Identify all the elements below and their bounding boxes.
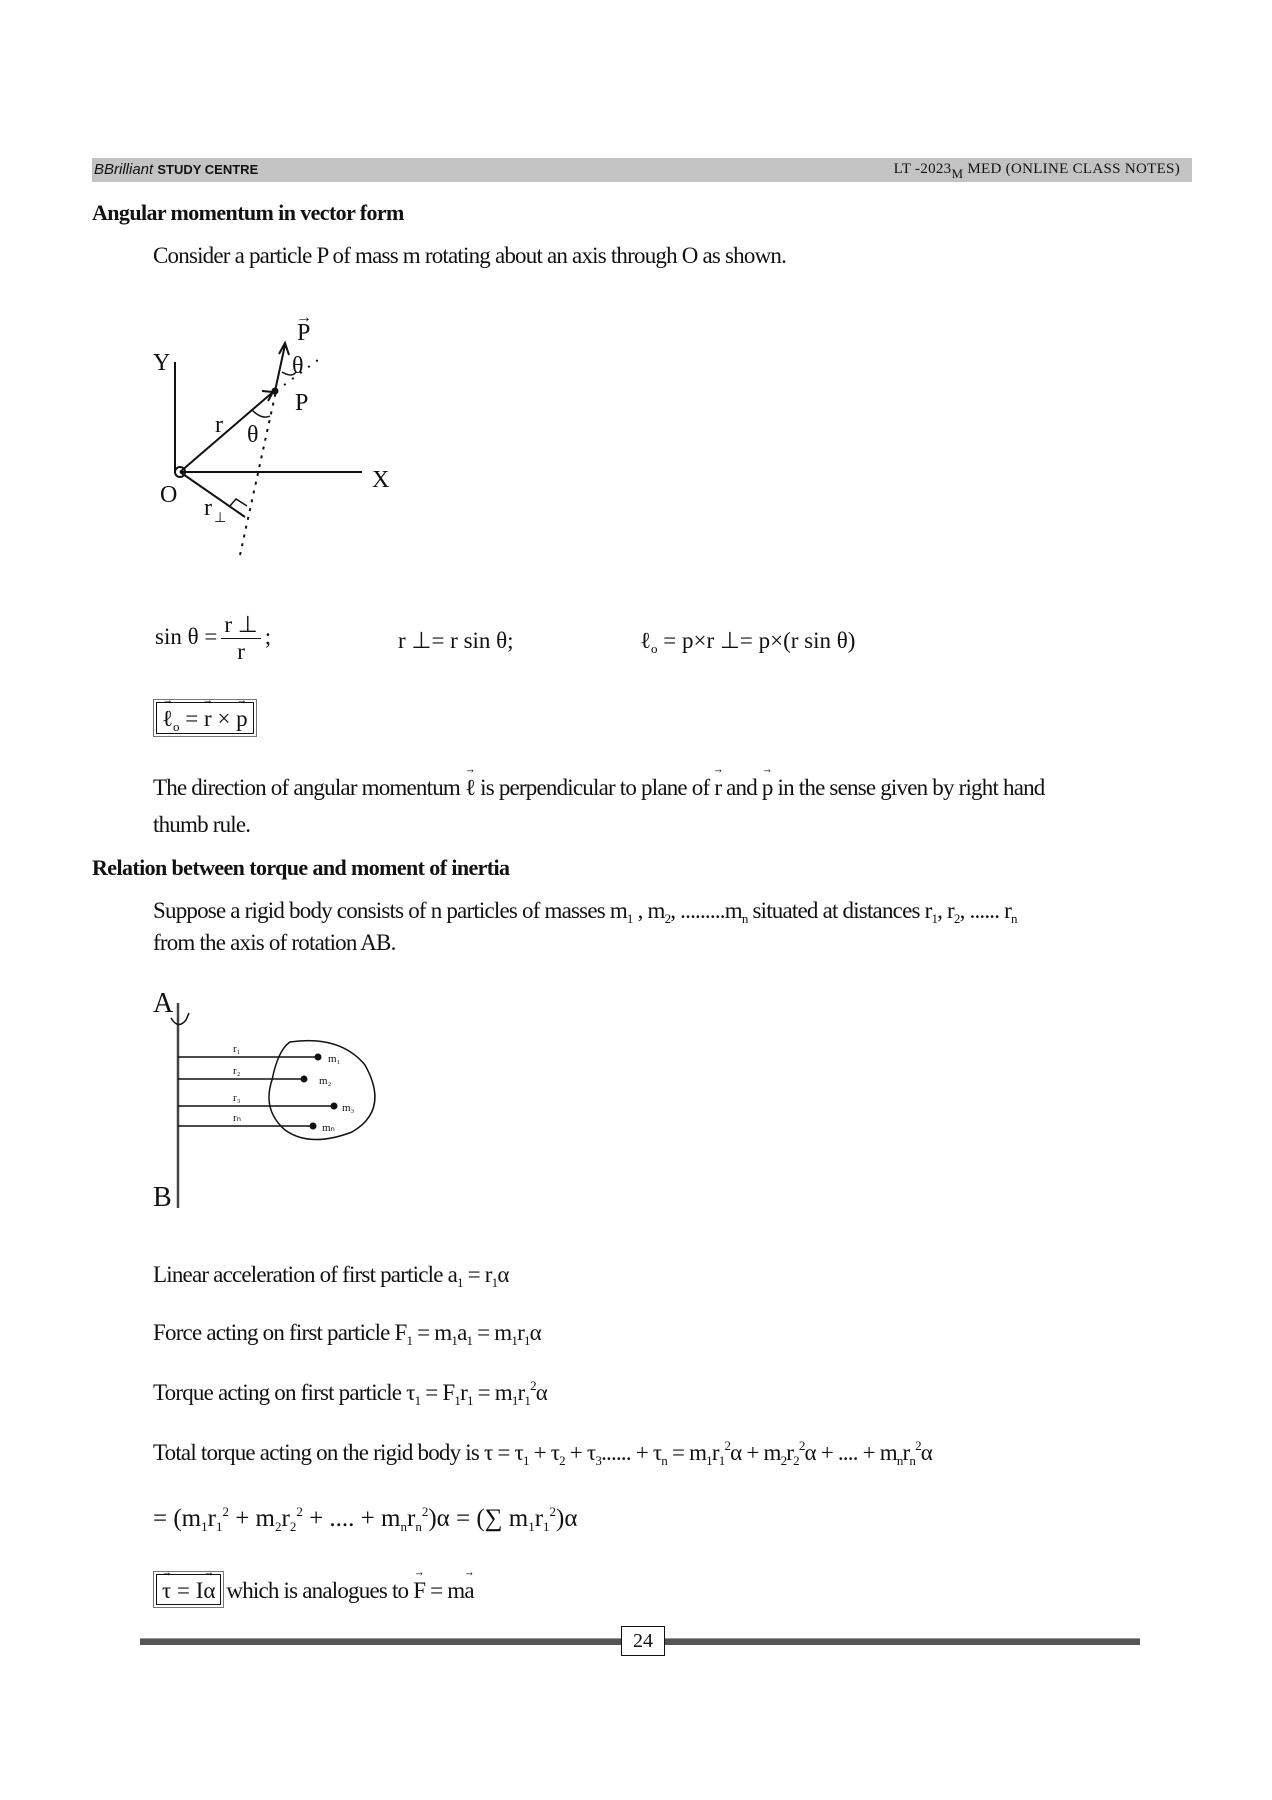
- r-label: r: [215, 412, 223, 438]
- subscript: 1: [466, 1333, 473, 1348]
- brand-name: BBrilliant: [94, 161, 154, 178]
- subscript: 1: [414, 1393, 421, 1408]
- text-run: )α: [556, 1505, 578, 1532]
- text-run: a: [457, 1320, 467, 1345]
- subscript: 2: [664, 911, 671, 926]
- subscript: n: [1011, 911, 1017, 926]
- force-eq: [153, 1320, 541, 1346]
- subscript: 1: [626, 911, 633, 926]
- text-run: ℓ: [640, 628, 652, 653]
- text-run: r: [711, 1440, 719, 1465]
- text-run: = p×r ⊥= p×(r sin θ): [657, 628, 856, 653]
- vector-symbol: → p: [762, 775, 773, 801]
- text-run: )α = (∑ m: [428, 1505, 529, 1532]
- text-run: is perpendicular to plane of: [475, 775, 715, 800]
- text-run: , ...... r: [959, 898, 1012, 923]
- subscript: 3: [595, 1453, 602, 1468]
- theta-label-2: θ: [292, 353, 304, 379]
- rigid-body-diagram: [0, 980, 500, 1220]
- r-perp-subscript: ⊥: [214, 511, 227, 526]
- text-run: Force acting on first particle F: [153, 1320, 407, 1345]
- boxed-formula-l-equals-r-cross-p: [156, 702, 254, 734]
- text-run: r: [406, 1505, 416, 1532]
- subscript: n: [896, 1453, 903, 1468]
- suppose-text-line2: from the axis of rotation AB.: [153, 930, 396, 955]
- subscript: 1: [931, 911, 938, 926]
- text-run: r: [517, 1320, 524, 1345]
- theta-arc-1: [252, 410, 270, 417]
- text-run: which is analogues to: [221, 1578, 414, 1603]
- fraction: [221, 612, 260, 665]
- vector-symbol: → ℓ: [465, 775, 475, 801]
- superscript: 2: [296, 1504, 303, 1519]
- superscript: 2: [915, 1438, 921, 1453]
- equation-r-perp: r ⊥= r sin θ;: [398, 628, 514, 653]
- subscript: 1: [522, 1453, 529, 1468]
- subscript: 1: [543, 1519, 550, 1534]
- text-run: + τ: [528, 1440, 560, 1465]
- r3-label: r₃: [233, 1092, 241, 1104]
- brand-suffix: STUDY CENTRE: [157, 162, 259, 177]
- particle-p: [272, 388, 279, 395]
- text-run: + m: [228, 1505, 275, 1532]
- mn-label: mₙ: [322, 1122, 335, 1134]
- subscript: 1: [511, 1393, 518, 1408]
- subscript: 1: [454, 1393, 461, 1408]
- analogue-text: [221, 1578, 473, 1603]
- text-run: =: [179, 706, 205, 731]
- mass-mn-dot: [310, 1123, 317, 1130]
- text-run: α: [497, 1262, 509, 1287]
- text-run: r: [281, 1505, 290, 1532]
- text-run: α: [535, 1380, 548, 1405]
- denominator: r: [237, 639, 245, 664]
- p-vector-arrow: →: [296, 309, 312, 326]
- superscript: 2: [549, 1504, 557, 1519]
- subscript: 2: [953, 911, 960, 926]
- b-label: B: [153, 1182, 172, 1213]
- subscript: n: [400, 1519, 407, 1534]
- text-run: = m: [472, 1320, 512, 1345]
- text-run: The direction of angular momentum: [153, 775, 465, 800]
- subscript: M: [951, 166, 964, 181]
- text-run: ...... + τ: [601, 1440, 662, 1465]
- superscript: 2: [530, 1378, 536, 1393]
- mass-m1-dot: [315, 1054, 322, 1061]
- vector-symbol: → ℓ: [162, 706, 173, 732]
- text-run: LT -2023: [893, 161, 952, 177]
- position-vector-r: [180, 392, 273, 472]
- a-label: A: [153, 988, 174, 1019]
- subscript: o: [651, 641, 658, 656]
- suppose-text: [153, 898, 1017, 924]
- subscript: 2: [780, 1453, 787, 1468]
- rotation-arrow: [171, 1013, 189, 1025]
- text-run: r: [460, 1380, 467, 1405]
- subscript: 2: [289, 1519, 297, 1534]
- y-label: Y: [153, 350, 171, 376]
- text-run: situated at distances r: [747, 898, 932, 923]
- subscript: 1: [528, 1519, 535, 1534]
- r2-label: r₂: [233, 1065, 241, 1077]
- text-run: + τ: [564, 1440, 596, 1465]
- numerator: r ⊥: [221, 612, 260, 639]
- text-run: α: [529, 1320, 541, 1345]
- rn-label: rₙ: [233, 1112, 242, 1124]
- text-run: α: [920, 1440, 933, 1465]
- boxed-formula-tau-equals-i-alpha: [156, 1574, 221, 1605]
- subscript: 1: [511, 1333, 518, 1348]
- subscript: 2: [275, 1519, 282, 1534]
- vector-symbol: → p: [236, 706, 248, 732]
- superscript: 2: [222, 1504, 229, 1519]
- text-run: Torque acting on first particle τ: [153, 1380, 415, 1405]
- text-run: = m: [425, 1578, 465, 1603]
- intro-text: Consider a particle P of mass m rotating about an axis through O as shown.: [153, 243, 787, 268]
- subscript: 1: [524, 1393, 531, 1408]
- text-run: Linear acceleration of first particle a: [153, 1262, 458, 1287]
- subscript: 1: [706, 1453, 712, 1468]
- o-label: O: [160, 482, 178, 508]
- superscript: 2: [421, 1504, 429, 1519]
- r1-label: r₁: [233, 1043, 241, 1055]
- direction-text-line2: thumb rule.: [153, 812, 251, 837]
- text-run: = m: [412, 1320, 452, 1345]
- subscript: 1: [215, 1519, 223, 1534]
- subscript: 1: [466, 1393, 473, 1408]
- text-run: r: [902, 1440, 910, 1465]
- text-run: and: [721, 775, 762, 800]
- subscript: 2: [793, 1453, 799, 1468]
- vector-symbol: → a: [464, 1578, 473, 1604]
- equation-sin-theta: [155, 612, 271, 665]
- section-heading-angular-momentum: Angular momentum in vector form: [92, 200, 404, 225]
- p-vector-label: P: [297, 320, 311, 346]
- m1-label: m₁: [328, 1053, 341, 1065]
- m3-label: m₃: [342, 1102, 355, 1114]
- direction-text: [153, 775, 1045, 801]
- page-number: 24: [621, 1626, 665, 1656]
- r-perp-label: r: [204, 495, 212, 521]
- total-torque-eq: [153, 1440, 932, 1466]
- text-run: α + m: [730, 1440, 781, 1465]
- text-run: = m: [472, 1380, 512, 1405]
- text-run: = (m: [153, 1505, 202, 1532]
- subscript: n: [415, 1519, 422, 1534]
- superscript: 2: [724, 1438, 731, 1453]
- subscript: n: [661, 1453, 667, 1468]
- vector-symbol: → τ: [162, 1578, 171, 1604]
- text-run: , m: [632, 898, 665, 923]
- equation-angular-momentum: [640, 628, 855, 654]
- text-run: Suppose a rigid body consists of n particles of masses m: [153, 898, 627, 923]
- text-run: Total torque acting on the rigid body is τ = τ: [153, 1440, 523, 1465]
- vector-symbol: → F: [413, 1578, 425, 1604]
- text-run: in the sense given by right hand: [772, 775, 1045, 800]
- torque-eq: [153, 1380, 547, 1406]
- text-run: r: [517, 1380, 525, 1405]
- text-run: r: [207, 1505, 216, 1532]
- text-run: r: [534, 1505, 544, 1532]
- subscript: n: [741, 911, 748, 926]
- subscript: 1: [451, 1333, 458, 1348]
- sum-eq: [153, 1505, 577, 1533]
- text-run: , .........m: [670, 898, 742, 923]
- right-angle-mark: [229, 499, 247, 507]
- p-label: P: [295, 390, 309, 416]
- theta-label-1: θ: [247, 422, 259, 448]
- subscript: 1: [457, 1275, 463, 1290]
- mass-m3-dot: [331, 1103, 338, 1110]
- subscript: 1: [201, 1519, 208, 1534]
- torque-formula-row: [156, 1578, 474, 1604]
- text-run: = I: [171, 1578, 204, 1603]
- m2-label: m₂: [319, 1075, 332, 1087]
- text-run: ×: [211, 706, 237, 731]
- x-label: X: [372, 467, 390, 493]
- subscript: 1: [523, 1333, 530, 1348]
- text-run: = r: [462, 1262, 492, 1287]
- text-run: + .... + m: [302, 1505, 401, 1532]
- text-run: α + .... + m: [804, 1440, 897, 1465]
- subscript: 2: [559, 1453, 565, 1468]
- superscript: 2: [798, 1438, 805, 1453]
- subscript: o: [173, 719, 180, 734]
- text-run: r: [786, 1440, 794, 1465]
- vector-symbol: → r: [714, 775, 721, 801]
- text-run: = m: [667, 1440, 707, 1465]
- subscript: 1: [718, 1453, 725, 1468]
- text-run: MED (ONLINE CLASS NOTES): [963, 161, 1180, 177]
- vector-symbol: → α: [203, 1578, 215, 1604]
- subscript: 1: [406, 1333, 413, 1348]
- linear-acceleration-eq: [153, 1262, 509, 1288]
- section-heading-torque-inertia: Relation between torque and moment of inertia: [92, 855, 510, 880]
- mass-m2-dot: [301, 1076, 308, 1083]
- vector-symbol: → r: [204, 706, 212, 732]
- angular-momentum-diagram: [0, 0, 1272, 600]
- subscript: n: [909, 1453, 916, 1468]
- text-run: , r: [937, 898, 954, 923]
- semicolon: ;: [264, 623, 272, 649]
- subscript: 1: [491, 1275, 498, 1290]
- text-run: = F: [420, 1380, 455, 1405]
- r-perp-line: [180, 472, 245, 517]
- sin-lhs: sin θ =: [155, 623, 218, 649]
